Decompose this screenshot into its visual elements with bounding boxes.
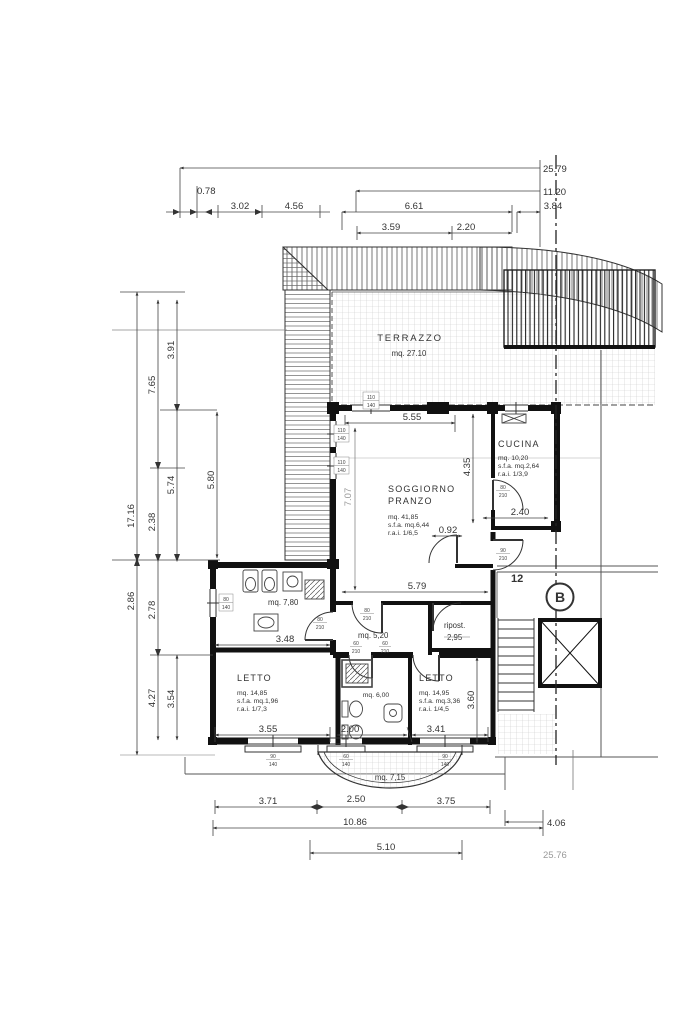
room-rai-soggiorno: r.a.i. 1/6,5	[388, 530, 418, 537]
room-sfa-letto2: s.f.a. mq.3,36	[419, 698, 461, 705]
room-name-letto1: LETTO	[237, 673, 272, 683]
dim-label: 4.27	[147, 688, 158, 708]
room-area-bagno2: mq. 6,00	[362, 692, 390, 699]
room-rai-letto2: r.a.i. 1/4,5	[419, 706, 449, 713]
room-area-letto2: mq. 14,95	[419, 690, 450, 697]
dim-label: 11.20	[543, 187, 567, 198]
room-area-balcone: mq. 7,15	[374, 773, 406, 782]
room-area-disimpegno: mq. 5,20	[358, 631, 389, 640]
room-name-ripostiglio: ripost.	[444, 621, 466, 630]
room-area-soggiorno: mq. 41,85	[388, 514, 419, 521]
svg-text:80: 80	[500, 485, 506, 491]
tag-door-entrance	[496, 548, 510, 562]
washbasin-icon	[283, 572, 302, 591]
dim-label: 3.48	[275, 634, 295, 645]
svg-text:140: 140	[440, 762, 450, 768]
section-marker-letter: B	[554, 589, 566, 605]
room-area-bagno1: mq. 7,80	[268, 598, 299, 607]
svg-text:140: 140	[337, 468, 346, 474]
dim-label: 3.75	[436, 796, 456, 807]
dim-label: 3.71	[258, 796, 278, 807]
dim-label: 17.16	[126, 504, 137, 528]
dim-label: 5.74	[166, 475, 177, 495]
dim-label: 3.41	[426, 724, 446, 735]
roof-slope-strip	[285, 290, 330, 560]
svg-text:140: 140	[268, 762, 278, 768]
svg-text:90: 90	[270, 754, 276, 760]
bidet-icon	[262, 570, 277, 592]
room-area-terrazzo: mq. 27.10	[391, 349, 427, 358]
cucina-radiator	[502, 414, 526, 423]
tag-win-sogg-left1	[334, 425, 349, 442]
room-rai-letto1: r.a.i. 1/7,3	[237, 706, 267, 713]
dim-label: 3.60	[466, 690, 477, 710]
dim-label: 3.02	[230, 201, 250, 212]
dim-label: 7.07	[343, 487, 354, 507]
svg-text:60: 60	[382, 641, 388, 647]
dim-label: 3.54	[166, 689, 177, 709]
dim-label: 2.50	[346, 794, 366, 805]
room-name-pranzo: PRANZO	[388, 496, 433, 506]
dim-label: 2.20	[456, 222, 476, 233]
dim-label: 3.91	[166, 340, 177, 360]
tag-door-cucina	[496, 485, 510, 499]
svg-text:210: 210	[380, 649, 390, 655]
dim-label: 3.59	[381, 222, 401, 233]
room-sfa-cucina: s.f.a. mq.2,64	[498, 463, 540, 470]
svg-text:140: 140	[221, 605, 231, 611]
room-name-letto2: LETTO	[419, 673, 454, 683]
svg-text:140: 140	[341, 762, 351, 768]
svg-text:140: 140	[366, 403, 376, 409]
dim-label: 10.86	[343, 817, 367, 828]
dim-label: 2.38	[147, 512, 158, 532]
tag-win-sogg-top	[363, 392, 379, 409]
room-name-terrazzo: TERRAZZO	[377, 333, 443, 344]
svg-text:90: 90	[500, 548, 506, 554]
dim-label: 5.80	[206, 470, 217, 490]
svg-text:90: 90	[442, 754, 448, 760]
svg-text:210: 210	[351, 649, 361, 655]
room-rai-cucina: r.a.i. 1/3,9	[498, 471, 528, 478]
dim-label: 5.55	[402, 412, 422, 423]
svg-text:210: 210	[498, 556, 508, 562]
svg-text:80: 80	[364, 608, 370, 614]
tag-door-bagno2a	[350, 641, 362, 655]
svg-text:110: 110	[337, 460, 346, 466]
dim-label: 0.78	[197, 186, 216, 197]
dim-label: 2.40	[510, 507, 530, 518]
svg-text:210: 210	[315, 625, 325, 631]
svg-text:210: 210	[362, 616, 372, 622]
svg-text:80: 80	[317, 617, 323, 623]
unit-number: 12	[511, 573, 524, 585]
washbasin-icon	[384, 704, 402, 722]
dim-label: 2.00	[340, 724, 360, 735]
tag-win-bagno1	[219, 594, 233, 611]
svg-text:140: 140	[337, 436, 346, 442]
svg-text:110: 110	[367, 395, 375, 401]
tag-win-sogg-left2	[334, 457, 349, 474]
elevator-shaft	[540, 620, 600, 686]
dim-label: 6.61	[404, 201, 424, 212]
dim-label: 3.84	[543, 201, 563, 212]
room-name-soggiorno: SOGGIORNO	[388, 484, 456, 494]
dim-label: 4.56	[284, 201, 304, 212]
dim-label: 2.86	[126, 591, 137, 611]
room-area-cucina: mq. 10,20	[498, 455, 529, 462]
dim-label: 0.92	[438, 525, 458, 536]
room-sfa-letto1: s.f.a. mq.1,96	[237, 698, 279, 705]
dim-label: 5.10	[376, 842, 396, 853]
room-name-cucina: CUCINA	[498, 439, 540, 449]
dim-label: 5.79	[407, 581, 427, 592]
room-sfa-soggiorno: s.f.a. mq.6,44	[388, 522, 430, 529]
dim-label: 2.78	[147, 600, 158, 620]
tag-win-letto1	[266, 754, 280, 768]
shower-icon	[305, 580, 324, 599]
dim-label: 4.35	[462, 457, 473, 477]
room-area-ripostiglio: 2,95	[447, 633, 463, 642]
dim-label: 7.65	[147, 375, 158, 395]
svg-text:80: 80	[223, 597, 229, 603]
dim-label: 4.06	[547, 818, 566, 829]
railing-strip	[504, 270, 655, 347]
svg-text:60: 60	[353, 641, 359, 647]
svg-text:60: 60	[343, 754, 349, 760]
room-area-letto1: mq. 14,85	[237, 690, 268, 697]
toilet-icon	[342, 701, 348, 717]
tag-door-soggiorno	[360, 608, 374, 622]
toilet-icon	[243, 570, 258, 592]
dim-label: 3.55	[258, 724, 278, 735]
svg-text:210: 210	[498, 493, 508, 499]
svg-text:110: 110	[337, 428, 346, 434]
dim-label: 25.79	[543, 164, 567, 175]
dim-label: 25.76	[543, 850, 567, 861]
